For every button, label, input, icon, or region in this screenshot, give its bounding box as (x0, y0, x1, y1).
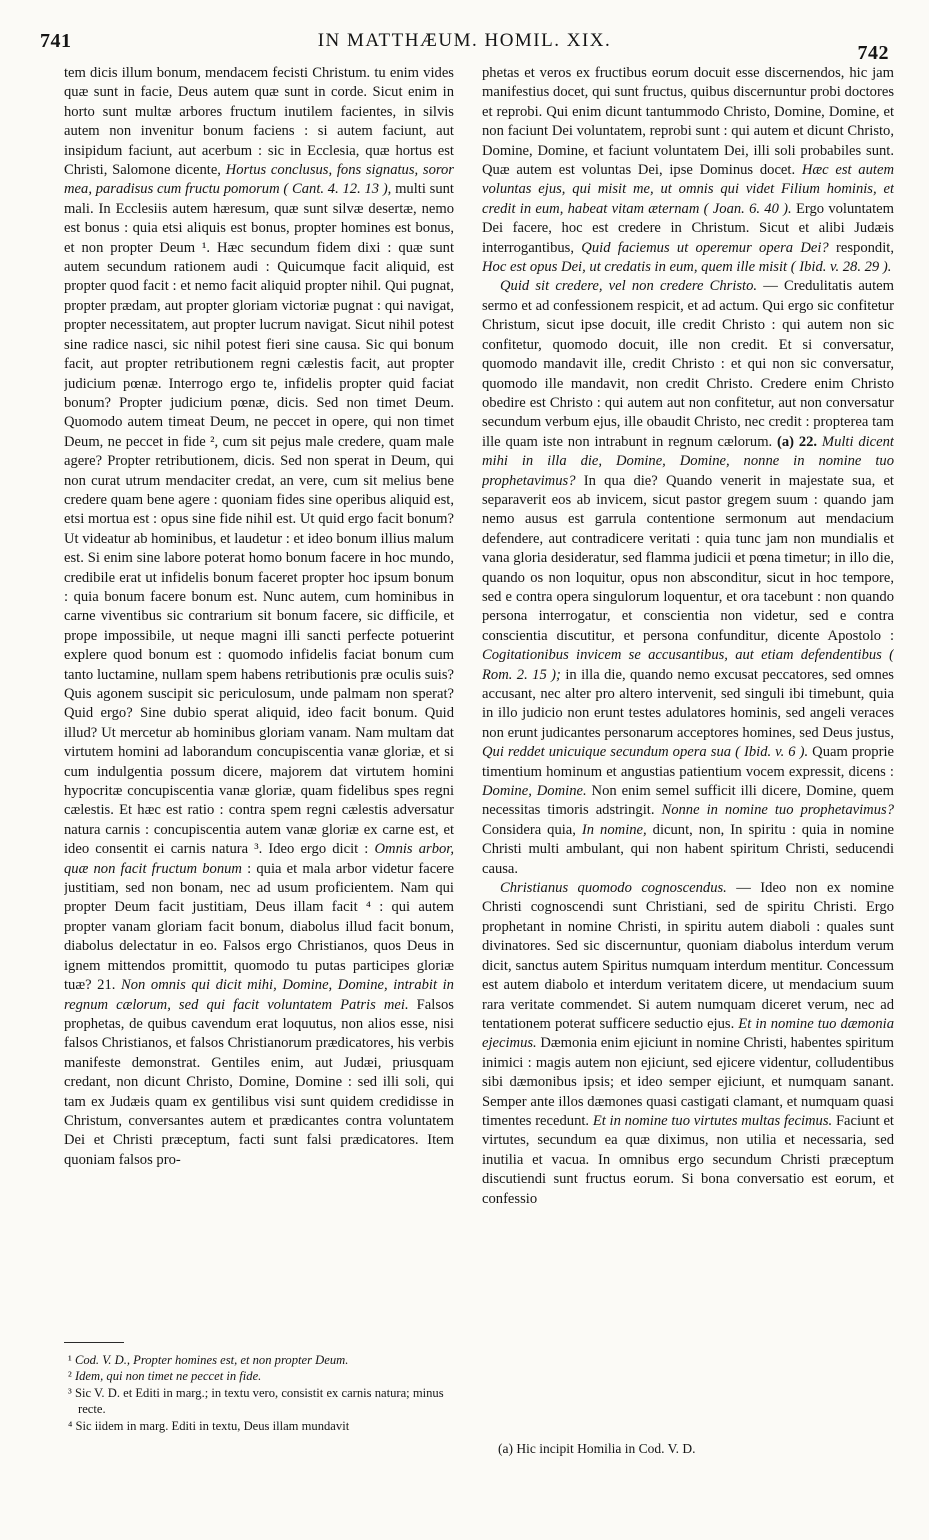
right-paragraph: Quid sit credere, vel non credere Christo. — Credulitatis autem sermo et ad confessionem respicit, et ad actum. Qui ergo sic confitetur Christum, sicut ipse docuit, ille credit Christo : qui autem non sic confitetur, quomodo docuit, ille non credit. Et si conversatur, quomodo mandavit ille, credit Christo : et qui non sic conversatur, quomodo ille mandavit, non credit Christo. Credere enim Christo obedire est Christo : qui autem aut non confitetur, aut non conversatur secundum verbum ejus, ille obaudit Christo, nec credit : propterea tam ille quam iste non intrabunt in regnum cælorum. (a) 22. Multi dicent mihi in illa die, Domine, Domine, nonne in nomine tuo prophetavimus? In qua die? Quando venerit in majestate sua, et separaverit eos ab invicem, sicut pastor gregem suum : quando jam nemo ausus est garrula contentione sermonum aut mendacium defendere, aut contradicere veritati : quia tunc jam non mundialis et vana gloria desideratur, sed flamma judicii et pœna timetur; in illo die, quando os non loquitur, opus non absconditur, sicut in hoc tempore, sed e contra opera singulorum loquentur, et ora tacebunt : non quando persona interrogatur, et conscientia non videtur, sed e contra conscientia discutitur, et persona confunditur, dicente Apostolo : Cogitationibus invicem se accusantibus, aut etiam defendentibus ( Rom. 2. 15 ); in illa die, quando nemo excusat peccatores, sed omnes accusant, nec alter pro altero intervenit, sed singuli ibi timebunt, quia in illo judicio non erunt testes adulatores hominis, sed angeli veraces non erunt judicantes personarum acceptores homines, sed Deus justus, Qui reddet unicuique secundum opera sua ( Ibid. v. 6 ). Quam proprie timentium hominum et angustias patientium vocem expressit, dicens : Domine, Domine. Non enim semel sufficit illi dicere, Domine, quem necessitas timoris adstringit. Nonne in nomine tuo prophetavimus? Considera quia, In nomine, dicunt, non, In spiritu : quia in nomine Christi multi ambulant, qui non habent spiritum Christi, seducendi causa. (482, 278, 894, 877)
scripture-quote: Non omnis qui dicit mihi, Domine, Domine, intrabit in regnum cælorum, sed qui facit voluntatem Patris mei. (64, 977, 454, 1013)
scripture-quote: Multi dicent mihi in illa die, Domine, Domine, nonne in nomine tuo prophetavimus? (482, 433, 894, 489)
footnote-4: ⁴ Sic iidem in marg. Editi in textu, Deus illam mundavit (68, 1418, 350, 1433)
scripture-quote: Hortus conclusus, fons signatus, soror mea, paradisus cum fructu pomorum (64, 162, 454, 198)
scripture-reference: ( Ibid. v. 28. 29 ). (790, 259, 892, 276)
scripture-quote: Hoc est opus Dei, ut credatis in eum, quem ille misit (482, 259, 788, 276)
section-heading: Christianus quomodo cognoscendus. (500, 880, 727, 897)
scripture-quote: Quid faciemus ut operemur opera Dei? (581, 239, 829, 256)
homily-marker: (a) 22. (777, 433, 818, 450)
left-paragraph: tem dicis illum bonum, mendacem fecisti Christum. tu enim vides quæ sunt in facie, Deus autem quæ sunt in corde. Sicut enim in horto sunt multæ arbores fructum inutilem facientes, in silvis autem non invenitur bonum faciens : si autem faciunt, aut insipidum faciunt, aut acerbum : sic in Ecclesia, quæ hortus est Christi, Salomone dicente, Hortus conclusus, fons signatus, soror mea, paradisus cum fructu pomorum ( Cant. 4. 12. 13 ), multi sunt mali. In Ecclesiis autem hæresum, quæ sunt silvæ desertæ, nemo est bonus : quia etsi aliquis est bonus, propter homines est bonus, et non propter Deum ¹. Hæc secundum fidem dixi : quæ sunt autem secundum rationem audi : Quicumque facit aliquid, est propter quod facit : et nemo facit aliquid propter nihil. Qui pugnat, propter prædam, aut propter gloriam victoriæ pugnat : qui navigat, propter necessitatem, aut propter lucrum navigat. Sicut nihil potest sine radice nasci, sic nihil potest fieri sine causa. Sic qui bonum facit, aut propter retributionem regni cælestis facit, aut propter judicium pœnæ. Interrogo ergo te, infidelis propter quid faciat bonum? Propter judicium pœnæ, dicis. Sed non timet Deum. Quomodo autem timeat Deum, ne peccet in opere, qui non timet Deum, ne peccet in fide ², cum sit pejus male credere, quam male agere? Propter retributionem, dicis. Sed non sperat in Deum, qui non curat utrum mendaciter credat, an vere, cum sit melius bene credere quam bene agere : quoniam fides sine operibus aliquid est, etsi mortua est : opus sine fide nihil est. Ut quid ergo facit bonum? Ut videatur ab hominibus, et laudetur : et ideo bonum illius malum est. Si enim sine labore poterat homo bonum facere in hoc mundo, credibile erat ut infidelis bonum faceret propter hoc ipsum bonum : quia bonum facere bonum est. Nunc autem, cum hominibus in carne viventibus sic contrarium sit bonum facere, sic difficile, et prope impossibile, ut neque magni illi sancti perfecte potuerint explere quod bonum est : quomodo infidelis faciat bonum cum tanto luctamine, nullam spem habens retributionis præ oculis suis? Quis agonem suscipit sic periculosum, unde palmam non sperat? Quid ergo? Sine dubio sperat aliquid, ideo facit bonum. Quid illud? Ut mercetur ab hominibus gloriam vanam. Nam multam dat virtutem homini ad laborandum concupiscentia vanæ gloriæ, et si cum indulgentia possum dicere, majorem dat virtutem homini hypocritæ concupiscentia vanæ gloriæ, quam fidelibus spes regni cælestis. Et hæc est ratio : contra spem regni cælestis adversatur natura carnis : concupiscentia autem vanæ gloriæ ex carne est, et ideo consentit ei carnis natura ³. Ideo ergo dicit : Omnis arbor, quæ non facit fructum bonum : quia et mala arbor videtur facere justitiam, sed non bonam, nec ad usum proficientem. Nam qui propter Deum facit justitiam, Deus illam facit ⁴ : qui autem propter vanam gloriam facit bonum, diabolus illud facit bonum, diabolus delectatur in eo. Falsos ergo Christianos, quos Deus in ignem mittendos promittit, quomodo tu putas participes gloriæ tuæ? 21. Non omnis qui dicit mihi, Domine, Domine, intrabit in regnum cælorum, sed qui facit voluntatem Patris mei. Falsos prophetas, de quibus cavendum erat loquutus, non alios esse, nisi falsos Christianos, et falsos Christianorum prædicatores, his verbis manifeste demonstrat. Gentiles enim, aut Judæi, priusquam credant, non dicunt Christo, Domine, Domine : sed illi soli, qui tam ex Judæis quam ex gentilibus visi sunt quidem credidisse in Christum, conversantes autem et prædicantes contra voluntatem Dei et Christi præceptum, facti sunt falsi prædicatores. Item quoniam falsos pro- (64, 65, 454, 1168)
scripture-quote: Domine, Domine. (482, 783, 587, 800)
scripture-quote: Et in nomine tuo dæmonia ejecimus. (482, 1015, 894, 1052)
section-heading: Quid sit credere, vel non credere Christo. (500, 278, 758, 295)
left-page-number: 741 (40, 30, 72, 52)
running-title: IN MATTHÆUM. HOMIL. XIX. (317, 30, 612, 51)
scripture-quote: Cogitationibus invicem se accusantibus, aut etiam defendentibus (482, 647, 882, 664)
scripture-quote: Et in nomine tuo virtutes multas fecimus. (592, 1112, 833, 1129)
left-column (64, 64, 454, 1332)
footnote-1: ¹ Cod. V. D., Propter homines est, et non propter Deum. (68, 1353, 349, 1367)
right-footnote: (a) Hic incipit Homilia in Cod. V. D. (498, 1441, 696, 1456)
scripture-reference: ( Ibid. v. 6 ). (735, 744, 809, 761)
right-paragraph: Christianus quomodo cognoscendus. — Ideo non ex nomine Christi cognoscendi sunt Christiani, sed de spiritu Christi. Ergo prophetant in nomine Christi, in spiritu autem diaboli : quales sunt divinatores. Sed sic discernuntur, quoniam diabolus interdum verum dicit, sanctus autem Spiritus numquam interdum mentitur. Concessum est autem diabolo et interdum veritatem dicere, ut mendacium suum rara veritate commendet. Si autem numquam diceret verum, nec ad tentationem poterat sufficere seductio ejus. Et in nomine tuo dæmonia ejecimus. Dæmonia enim ejiciunt in nomine Christi, habentes spiritum inimici : magis autem non ejiciunt, sed ejicere videntur, colludentibus sibi dæmonibus ipsis; et ideo semper ejiciunt, et numquam sanant. Semper ante illos dæmones quasi castigati clamant, et numquam quasi timentes recedunt. Et in nomine tuo virtutes multas fecimus. Faciunt et virtutes, secundum ea quæ diximus, non utilia et necessaria, sed inutilia et vacua. In omnibus ergo secundum Christi præceptum discutiendi sunt fructus eorum. Si bona conversatio est eorum, et confessio (482, 880, 894, 1207)
footnote-rule (64, 1342, 124, 1343)
scripture-quote: Hæc est autem voluntas ejus, qui misit me, ut omnis qui videt Filium hominis, et credit in eum, habeat vitam æternam (482, 162, 894, 217)
scripture-quote: Omnis arbor, quæ non facit fructum bonum (64, 841, 454, 877)
page-header (40, 30, 889, 64)
scripture-reference: ( Joan. 6. 40 ). (703, 200, 792, 217)
scripture-quote: Nonne in nomine tuo prophetavimus? (661, 802, 894, 819)
scripture-reference: ( Rom. 2. 15 ); (482, 647, 894, 683)
footnotes (64, 1352, 454, 1434)
right-paragraph: phetas et veros ex fructibus eorum docuit esse discernendos, hic jam manifestius docet, qui sunt fructus, quibus discernuntur probi doctores et reprobi. Qui enim dicunt tantummodo Christo, Domine, Domine, et non faciunt Dei voluntatem, reprobi sunt : qui autem et dicunt Christo, Domine, Domine, et faciunt voluntatem Dei, illi soli probabiles sunt. Quæ autem est voluntas Dei, ipse Dominus docet. Hæc est autem voluntas ejus, qui misit me, ut omnis qui videt Filium hominis, et credit in eum, habeat vitam æternam ( Joan. 6. 40 ). Ergo voluntatem Dei facere, hoc est credere in Christum. Sicut et alibi Judæis interrogantibus, Quid faciemus ut operemur opera Dei? respondit, Hoc est opus Dei, ut credatis in eum, quem ille misit ( Ibid. v. 28. 29 ). (482, 65, 894, 276)
right-page-number: 742 (857, 42, 889, 64)
scripture-quote: Qui reddet unicuique secundum opera sua (482, 744, 732, 761)
footnote-2: ² Idem, qui non timet ne peccet in fide. (68, 1369, 262, 1384)
scripture-quote: In nomine, (581, 821, 647, 838)
footnote-3: ³ Sic V. D. et Editi in marg.; in textu vero, consistit ex carnis natura; minus recte. (68, 1385, 444, 1417)
right-column (482, 64, 894, 1439)
scripture-reference: ( Cant. 4. 12. 13 ), (283, 181, 392, 198)
